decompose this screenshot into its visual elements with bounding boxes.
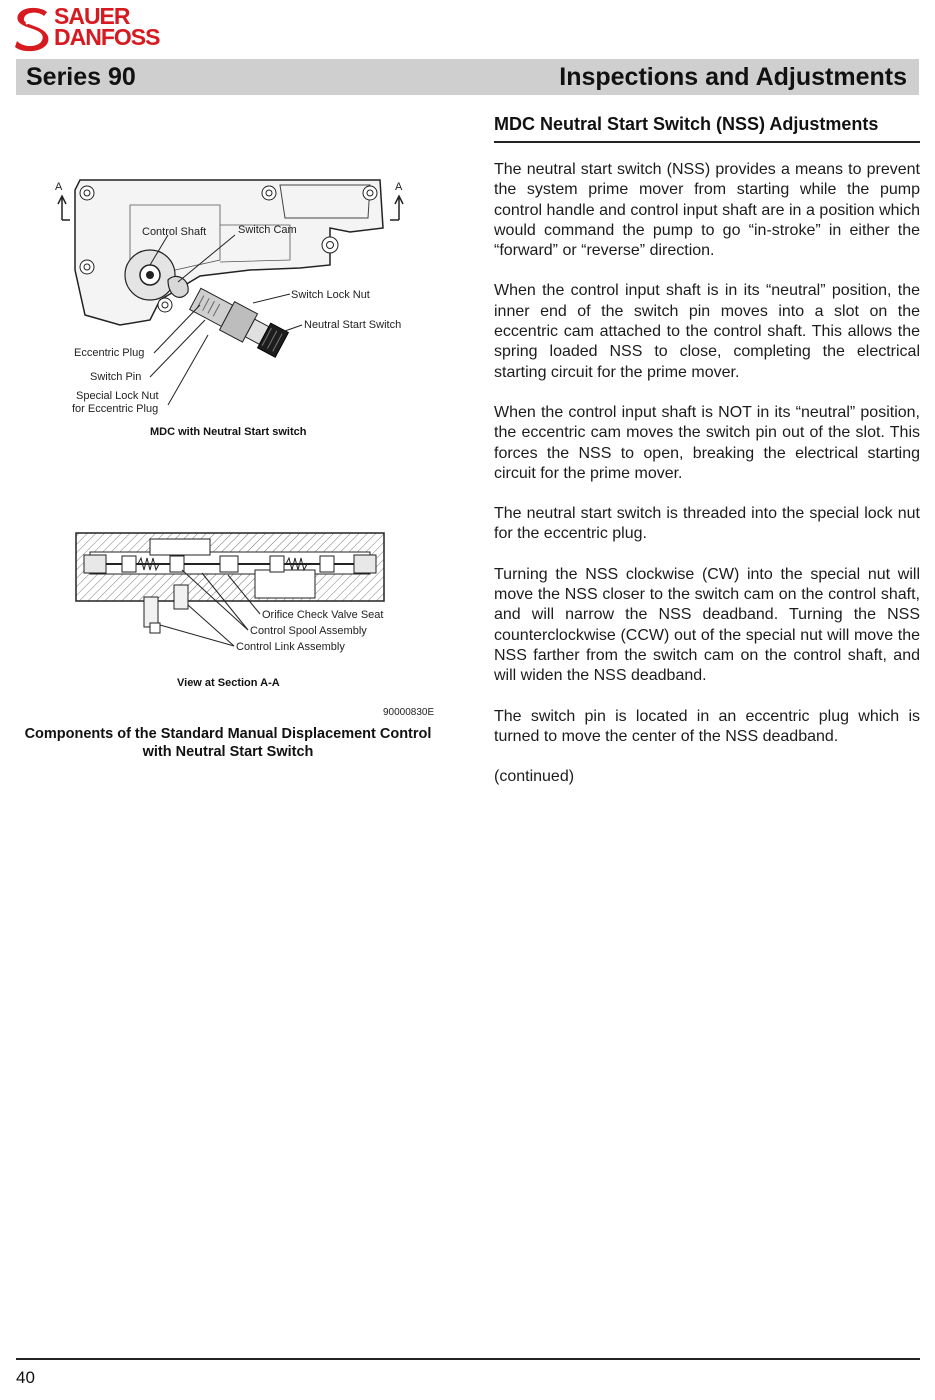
label-orifice-check-valve-seat: Orifice Check Valve Seat [262,609,384,621]
section-marker-right: A [395,181,403,193]
section-title: MDC Neutral Start Switch (NSS) Adjustments [494,114,920,143]
figure-bottom-caption: View at Section A-A [177,677,280,689]
brand-s-icon [14,6,52,52]
figure-section-view [70,525,410,665]
figure-caption [16,725,440,761]
label-control-shaft: Control Shaft [142,226,207,238]
footer-rule [16,1358,920,1360]
paragraph: The neutral start switch is threaded into the special lock nut for the eccentric plug. [494,505,920,543]
label-special-lock-nut-2: for Eccentric Plug [72,403,159,415]
figure-caption-line-1: Components of the Standard Manual Displacement Control [24,726,432,742]
paragraph: The neutral start switch (NSS) provides a means to prevent the system prime mover from starting while the pump control handle and control input shaft are in a position which would command the pump to go “in-stroke” in either the “forward” or “reverse” direction. [494,161,920,260]
label-control-spool-assembly: Control Spool Assembly [250,625,367,637]
paragraph: The switch pin is located in an eccentric plug which is turned to move the center of the NSS deadband. [494,707,920,745]
label-control-link-assembly: Control Link Assembly [236,641,345,653]
brand-logo [14,3,174,54]
series-title: Series 90 [26,62,136,91]
label-special-lock-nut: Special Lock Nut [76,390,159,402]
figure-id: 90000830E [383,707,435,718]
mdc-drawing [50,170,430,430]
paragraph-continued: (continued) [494,768,575,786]
label-neutral-start-switch: Neutral Start Switch [304,319,402,331]
figure-caption-line-2: with Neutral Start Switch [142,744,314,760]
label-switch-lock-nut: Switch Lock Nut [291,289,370,301]
section-marker-left: A [55,181,63,193]
figure-top-caption: MDC with Neutral Start switch [150,426,307,438]
body-text [494,160,920,807]
page-number: 40 [16,1368,35,1387]
brand-line-1: SAUER [54,3,130,29]
paragraph: When the control input shaft is NOT in its “neutral” position, the eccentric cam moves the switch pin out of the slot. This forces the NSS to open, breaking the electrical starting circuit for the prime mover. [494,403,920,482]
paragraph: Turning the NSS clockwise (CW) into the special nut will move the NSS closer to the switch cam on the control shaft, and will narrow the NSS deadband. Turning the NSS counterclockwise (CCW) out of the special nut will move the NSS farther from the switch cam on the control shaft, and will widen the NSS deadband. [494,565,920,685]
paragraph: When the control input shaft is in its “neutral” position, the inner end of the switch pin moves into a slot on the eccentric cam attached to the control shaft. This allows the spring loaded NSS to close, completing the electrical starting circuit for the prime mover. [494,282,920,381]
figure-mdc-top-view [50,170,430,435]
brand-line-2: DANFOSS [54,24,160,50]
label-switch-pin: Switch Pin [90,371,142,383]
page-title: Inspections and Adjustments [559,62,907,91]
header-bar [16,59,919,95]
label-switch-cam: Switch Cam [238,224,297,236]
brand-wordmark [54,3,160,50]
section-drawing [70,525,410,660]
label-eccentric-plug: Eccentric Plug [74,347,145,359]
